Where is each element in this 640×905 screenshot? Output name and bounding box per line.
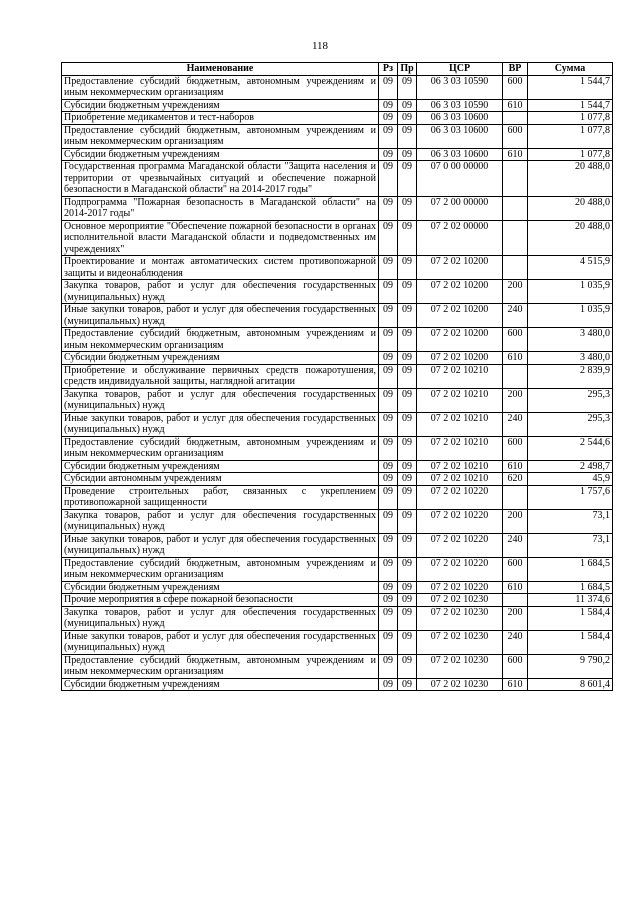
table-row [62, 352, 613, 365]
cell-name: Предоставление субсидий бюджетным, автономным учреждениям и иным некоммерческим организациям [62, 557, 379, 581]
cell-pr: 09 [398, 436, 417, 460]
cell-rz: 09 [379, 196, 398, 220]
cell-rz: 09 [379, 75, 398, 99]
cell-sum: 2 544,6 [528, 436, 613, 460]
cell-csr: 07 2 02 10230 [417, 606, 503, 630]
cell-sum: 1 035,9 [528, 280, 613, 304]
cell-pr: 09 [398, 161, 417, 197]
cell-pr: 09 [398, 256, 417, 280]
cell-vr: 600 [503, 328, 528, 352]
cell-rz: 09 [379, 594, 398, 607]
cell-csr: 07 2 02 10220 [417, 557, 503, 581]
cell-vr: 600 [503, 436, 528, 460]
table-row [62, 304, 613, 328]
cell-name: Иные закупки товаров, работ и услуг для обеспечения государственных (муниципальных) нужд [62, 533, 379, 557]
cell-csr: 06 3 03 10590 [417, 75, 503, 99]
cell-pr: 09 [398, 99, 417, 112]
table-row [62, 460, 613, 473]
cell-pr: 09 [398, 75, 417, 99]
cell-vr [503, 364, 528, 388]
cell-csr: 07 2 00 00000 [417, 196, 503, 220]
table-row [62, 388, 613, 412]
cell-pr: 09 [398, 124, 417, 148]
cell-sum: 1 035,9 [528, 304, 613, 328]
table-row [62, 75, 613, 99]
cell-name: Закупка товаров, работ и услуг для обеспечения государственных (муниципальных) нужд [62, 509, 379, 533]
cell-sum: 1 584,4 [528, 606, 613, 630]
cell-rz: 09 [379, 678, 398, 691]
cell-pr: 09 [398, 654, 417, 678]
cell-vr: 610 [503, 581, 528, 594]
cell-csr: 07 2 02 10220 [417, 581, 503, 594]
cell-csr: 07 2 02 00000 [417, 220, 503, 256]
cell-pr: 09 [398, 112, 417, 125]
cell-csr: 07 2 02 10230 [417, 654, 503, 678]
cell-csr: 06 3 03 10600 [417, 124, 503, 148]
cell-name: Подпрограмма "Пожарная безопасность в Магаданской области" на 2014-2017 годы" [62, 196, 379, 220]
table-row [62, 436, 613, 460]
cell-sum: 20 488,0 [528, 161, 613, 197]
table-header-row [62, 63, 613, 76]
table-row [62, 364, 613, 388]
cell-rz: 09 [379, 533, 398, 557]
cell-csr: 07 2 02 10210 [417, 473, 503, 486]
cell-sum: 1 077,8 [528, 124, 613, 148]
cell-name: Проектирование и монтаж автоматических систем противопожарной защиты и видеонаблюдения [62, 256, 379, 280]
column-header-name: Наименование [62, 63, 379, 76]
cell-name: Иные закупки товаров, работ и услуг для обеспечения государственных (муниципальных) нужд [62, 630, 379, 654]
cell-vr: 610 [503, 352, 528, 365]
cell-name: Предоставление субсидий бюджетным, автономным учреждениям и иным некоммерческим организациям [62, 124, 379, 148]
table-row [62, 112, 613, 125]
cell-sum: 9 790,2 [528, 654, 613, 678]
cell-pr: 09 [398, 328, 417, 352]
cell-vr: 240 [503, 304, 528, 328]
column-header-csr: ЦСР [417, 63, 503, 76]
cell-csr: 07 2 02 10200 [417, 328, 503, 352]
cell-name: Субсидии бюджетным учреждениям [62, 460, 379, 473]
table-row [62, 412, 613, 436]
budget-table [61, 62, 613, 691]
table-row [62, 328, 613, 352]
table-row [62, 606, 613, 630]
cell-name: Закупка товаров, работ и услуг для обеспечения государственных (муниципальных) нужд [62, 606, 379, 630]
cell-pr: 09 [398, 581, 417, 594]
cell-name: Проведение строительных работ, связанных с укреплением противопожарной защищенности [62, 485, 379, 509]
cell-pr: 09 [398, 148, 417, 161]
cell-name: Субсидии бюджетным учреждениям [62, 99, 379, 112]
cell-csr: 07 2 02 10210 [417, 436, 503, 460]
cell-name: Предоставление субсидий бюджетным, автономным учреждениям и иным некоммерческим организациям [62, 436, 379, 460]
cell-name: Субсидии бюджетным учреждениям [62, 148, 379, 161]
cell-pr: 09 [398, 678, 417, 691]
cell-vr [503, 594, 528, 607]
cell-rz: 09 [379, 606, 398, 630]
table-row [62, 581, 613, 594]
cell-sum: 73,1 [528, 509, 613, 533]
table-row [62, 654, 613, 678]
cell-csr: 07 2 02 10220 [417, 533, 503, 557]
cell-vr [503, 220, 528, 256]
cell-rz: 09 [379, 256, 398, 280]
cell-name: Иные закупки товаров, работ и услуг для обеспечения государственных (муниципальных) нужд [62, 304, 379, 328]
table-row [62, 557, 613, 581]
table-row [62, 124, 613, 148]
cell-csr: 07 2 02 10210 [417, 460, 503, 473]
cell-csr: 07 2 02 10200 [417, 304, 503, 328]
cell-sum: 1 757,6 [528, 485, 613, 509]
cell-name: Основное мероприятие "Обеспечение пожарной безопасности в органах исполнительной власти Магаданской области и подведомственных им учреждениях" [62, 220, 379, 256]
cell-rz: 09 [379, 148, 398, 161]
cell-name: Субсидии бюджетным учреждениям [62, 581, 379, 594]
cell-rz: 09 [379, 280, 398, 304]
cell-name: Закупка товаров, работ и услуг для обеспечения государственных (муниципальных) нужд [62, 388, 379, 412]
cell-sum: 1 077,8 [528, 148, 613, 161]
cell-pr: 09 [398, 594, 417, 607]
cell-pr: 09 [398, 352, 417, 365]
table-row [62, 148, 613, 161]
cell-vr: 200 [503, 388, 528, 412]
cell-vr: 200 [503, 509, 528, 533]
cell-name: Государственная программа Магаданской области "Защита населения и территории от чрезвычайных ситуаций и обеспечение пожарной безопасности в Магаданской области" на 2014-2017 годы" [62, 161, 379, 197]
cell-sum: 3 480,0 [528, 328, 613, 352]
cell-rz: 09 [379, 364, 398, 388]
cell-sum: 45,9 [528, 473, 613, 486]
cell-csr: 07 2 02 10230 [417, 678, 503, 691]
cell-csr: 07 2 02 10220 [417, 509, 503, 533]
cell-csr: 06 3 03 10590 [417, 99, 503, 112]
cell-vr: 620 [503, 473, 528, 486]
cell-vr: 200 [503, 606, 528, 630]
column-header-vr: ВР [503, 63, 528, 76]
cell-csr: 07 2 02 10230 [417, 630, 503, 654]
column-header-sum: Сумма [528, 63, 613, 76]
cell-sum: 1 684,5 [528, 557, 613, 581]
cell-vr: 610 [503, 678, 528, 691]
cell-rz: 09 [379, 161, 398, 197]
cell-vr: 610 [503, 99, 528, 112]
cell-rz: 09 [379, 304, 398, 328]
cell-pr: 09 [398, 460, 417, 473]
cell-name: Иные закупки товаров, работ и услуг для обеспечения государственных (муниципальных) нужд [62, 412, 379, 436]
cell-pr: 09 [398, 412, 417, 436]
cell-rz: 09 [379, 388, 398, 412]
cell-rz: 09 [379, 112, 398, 125]
cell-sum: 295,3 [528, 412, 613, 436]
cell-sum: 1 077,8 [528, 112, 613, 125]
cell-rz: 09 [379, 630, 398, 654]
cell-sum: 1 584,4 [528, 630, 613, 654]
cell-pr: 09 [398, 364, 417, 388]
cell-pr: 09 [398, 630, 417, 654]
cell-sum: 295,3 [528, 388, 613, 412]
cell-name: Предоставление субсидий бюджетным, автономным учреждениям и иным некоммерческим организациям [62, 654, 379, 678]
column-header-pr: Пр [398, 63, 417, 76]
cell-sum: 1 544,7 [528, 99, 613, 112]
cell-rz: 09 [379, 473, 398, 486]
cell-rz: 09 [379, 436, 398, 460]
cell-sum: 1 544,7 [528, 75, 613, 99]
cell-csr: 07 2 02 10210 [417, 412, 503, 436]
cell-name: Прочие мероприятия в сфере пожарной безопасности [62, 594, 379, 607]
table-row [62, 533, 613, 557]
cell-pr: 09 [398, 220, 417, 256]
cell-pr: 09 [398, 280, 417, 304]
cell-vr: 240 [503, 630, 528, 654]
cell-pr: 09 [398, 388, 417, 412]
cell-vr [503, 485, 528, 509]
cell-rz: 09 [379, 581, 398, 594]
cell-rz: 09 [379, 509, 398, 533]
table-row [62, 473, 613, 486]
cell-name: Предоставление субсидий бюджетным, автономным учреждениям и иным некоммерческим организациям [62, 75, 379, 99]
table-row [62, 161, 613, 197]
cell-vr [503, 112, 528, 125]
cell-sum: 11 374,6 [528, 594, 613, 607]
cell-sum: 3 480,0 [528, 352, 613, 365]
cell-vr: 600 [503, 124, 528, 148]
cell-rz: 09 [379, 460, 398, 473]
cell-sum: 2 498,7 [528, 460, 613, 473]
page-number: 118 [311, 40, 329, 52]
table-row [62, 678, 613, 691]
cell-rz: 09 [379, 124, 398, 148]
cell-csr: 07 2 02 10200 [417, 280, 503, 304]
cell-vr: 610 [503, 148, 528, 161]
table-body [62, 75, 613, 691]
cell-vr [503, 196, 528, 220]
column-header-rz: Рз [379, 63, 398, 76]
cell-name: Закупка товаров, работ и услуг для обеспечения государственных (муниципальных) нужд [62, 280, 379, 304]
cell-sum: 20 488,0 [528, 220, 613, 256]
table-row [62, 509, 613, 533]
cell-sum: 1 684,5 [528, 581, 613, 594]
cell-name: Приобретение и обслуживание первичных средств пожаротушения, средств индивидуальной защиты, наглядной агитации [62, 364, 379, 388]
cell-csr: 07 2 02 10210 [417, 364, 503, 388]
table-row [62, 196, 613, 220]
cell-name: Субсидии бюджетным учреждениям [62, 678, 379, 691]
cell-rz: 09 [379, 557, 398, 581]
cell-sum: 73,1 [528, 533, 613, 557]
cell-sum: 2 839,9 [528, 364, 613, 388]
cell-rz: 09 [379, 99, 398, 112]
table-row [62, 280, 613, 304]
cell-rz: 09 [379, 352, 398, 365]
table-row [62, 256, 613, 280]
cell-pr: 09 [398, 509, 417, 533]
table-row [62, 99, 613, 112]
cell-rz: 09 [379, 220, 398, 256]
cell-vr: 600 [503, 75, 528, 99]
table-row [62, 630, 613, 654]
cell-rz: 09 [379, 654, 398, 678]
table-row [62, 220, 613, 256]
table-row [62, 594, 613, 607]
table-row [62, 485, 613, 509]
cell-vr [503, 161, 528, 197]
cell-rz: 09 [379, 412, 398, 436]
cell-pr: 09 [398, 485, 417, 509]
cell-vr [503, 256, 528, 280]
cell-pr: 09 [398, 557, 417, 581]
cell-csr: 07 2 02 10200 [417, 352, 503, 365]
cell-csr: 06 3 03 10600 [417, 148, 503, 161]
cell-csr: 07 2 02 10220 [417, 485, 503, 509]
cell-csr: 07 0 00 00000 [417, 161, 503, 197]
cell-name: Субсидии бюджетным учреждениям [62, 352, 379, 365]
cell-sum: 20 488,0 [528, 196, 613, 220]
cell-sum: 8 601,4 [528, 678, 613, 691]
cell-csr: 07 2 02 10230 [417, 594, 503, 607]
cell-name: Приобретение медикаментов и тест-наборов [62, 112, 379, 125]
cell-pr: 09 [398, 473, 417, 486]
cell-name: Субсидии автономным учреждениям [62, 473, 379, 486]
cell-pr: 09 [398, 304, 417, 328]
cell-csr: 07 2 02 10210 [417, 388, 503, 412]
cell-rz: 09 [379, 328, 398, 352]
cell-csr: 07 2 02 10200 [417, 256, 503, 280]
cell-pr: 09 [398, 196, 417, 220]
cell-vr: 610 [503, 460, 528, 473]
cell-vr: 600 [503, 654, 528, 678]
cell-pr: 09 [398, 533, 417, 557]
cell-csr: 06 3 03 10600 [417, 112, 503, 125]
cell-rz: 09 [379, 485, 398, 509]
cell-name: Предоставление субсидий бюджетным, автономным учреждениям и иным некоммерческим организациям [62, 328, 379, 352]
cell-sum: 4 515,9 [528, 256, 613, 280]
cell-pr: 09 [398, 606, 417, 630]
cell-vr: 600 [503, 557, 528, 581]
cell-vr: 240 [503, 533, 528, 557]
cell-vr: 240 [503, 412, 528, 436]
cell-vr: 200 [503, 280, 528, 304]
